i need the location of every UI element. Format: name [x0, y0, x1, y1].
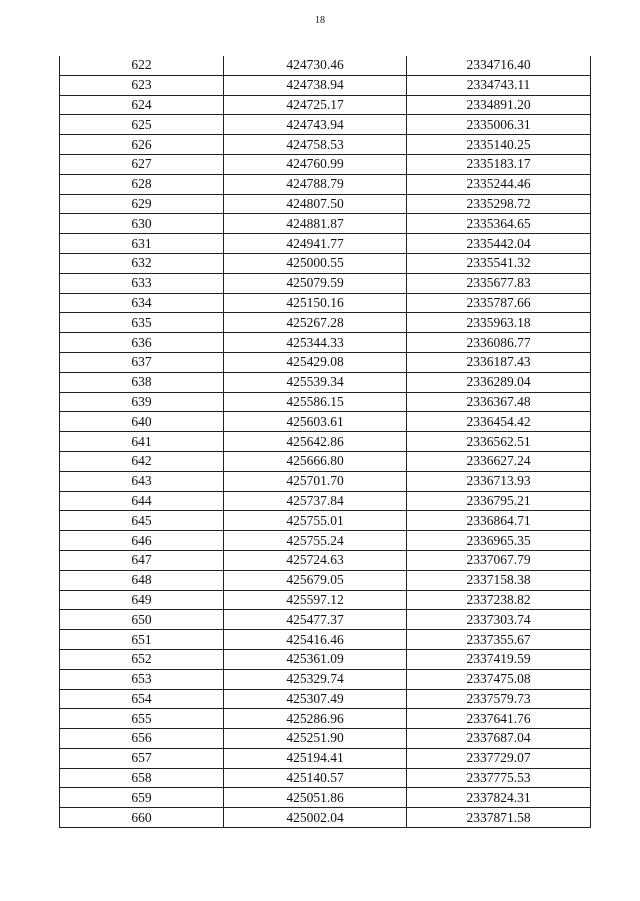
y-coordinate-cell: 2335183.17	[407, 154, 591, 174]
y-coordinate-cell: 2336795.21	[407, 491, 591, 511]
x-coordinate-cell: 425642.86	[224, 432, 407, 452]
point-number-cell: 642	[60, 451, 224, 471]
table-row	[60, 550, 591, 570]
y-coordinate-cell: 2336086.77	[407, 333, 591, 353]
table-row	[60, 194, 591, 214]
y-coordinate-cell: 2337824.31	[407, 788, 591, 808]
y-coordinate-cell: 2337355.67	[407, 630, 591, 650]
point-number-cell: 650	[60, 610, 224, 630]
y-coordinate-cell: 2335787.66	[407, 293, 591, 313]
point-number-cell: 622	[60, 56, 224, 75]
point-number-cell: 639	[60, 392, 224, 412]
x-coordinate-cell: 425079.59	[224, 273, 407, 293]
point-number-cell: 660	[60, 808, 224, 828]
y-coordinate-cell: 2337238.82	[407, 590, 591, 610]
x-coordinate-cell: 424941.77	[224, 234, 407, 254]
x-coordinate-cell: 425329.74	[224, 669, 407, 689]
table-row	[60, 333, 591, 353]
y-coordinate-cell: 2335006.31	[407, 115, 591, 135]
x-coordinate-cell: 425603.61	[224, 412, 407, 432]
table-row	[60, 154, 591, 174]
point-number-cell: 637	[60, 352, 224, 372]
x-coordinate-cell: 425002.04	[224, 808, 407, 828]
x-coordinate-cell: 425307.49	[224, 689, 407, 709]
x-coordinate-cell: 425194.41	[224, 748, 407, 768]
x-coordinate-cell: 425051.86	[224, 788, 407, 808]
x-coordinate-cell: 425679.05	[224, 570, 407, 590]
point-number-cell: 627	[60, 154, 224, 174]
table-row	[60, 630, 591, 650]
y-coordinate-cell: 2335244.46	[407, 174, 591, 194]
point-number-cell: 629	[60, 194, 224, 214]
point-number-cell: 632	[60, 253, 224, 273]
x-coordinate-cell: 424730.46	[224, 56, 407, 75]
table-row	[60, 135, 591, 155]
table-row	[60, 234, 591, 254]
x-coordinate-cell: 425344.33	[224, 333, 407, 353]
table-row	[60, 293, 591, 313]
table-row	[60, 174, 591, 194]
x-coordinate-cell: 424760.99	[224, 154, 407, 174]
point-number-cell: 656	[60, 729, 224, 749]
table-row	[60, 313, 591, 333]
y-coordinate-cell: 2336454.42	[407, 412, 591, 432]
point-number-cell: 655	[60, 709, 224, 729]
y-coordinate-cell: 2334743.11	[407, 75, 591, 95]
y-coordinate-cell: 2336965.35	[407, 531, 591, 551]
y-coordinate-cell: 2335140.25	[407, 135, 591, 155]
x-coordinate-cell: 425597.12	[224, 590, 407, 610]
point-number-cell: 625	[60, 115, 224, 135]
point-number-cell: 634	[60, 293, 224, 313]
table-row	[60, 253, 591, 273]
point-number-cell: 636	[60, 333, 224, 353]
x-coordinate-cell: 425737.84	[224, 491, 407, 511]
y-coordinate-cell: 2335677.83	[407, 273, 591, 293]
table-row	[60, 590, 591, 610]
table-row	[60, 432, 591, 452]
point-number-cell: 624	[60, 95, 224, 115]
point-number-cell: 635	[60, 313, 224, 333]
point-number-cell: 654	[60, 689, 224, 709]
table-row	[60, 649, 591, 669]
table-row	[60, 214, 591, 234]
coordinate-table	[59, 56, 591, 828]
point-number-cell: 658	[60, 768, 224, 788]
x-coordinate-cell: 425755.24	[224, 531, 407, 551]
x-coordinate-cell: 424881.87	[224, 214, 407, 234]
table-row	[60, 56, 591, 75]
point-number-cell: 652	[60, 649, 224, 669]
point-number-cell: 638	[60, 372, 224, 392]
point-number-cell: 646	[60, 531, 224, 551]
table-row	[60, 748, 591, 768]
y-coordinate-cell: 2336367.48	[407, 392, 591, 412]
x-coordinate-cell: 425416.46	[224, 630, 407, 650]
x-coordinate-cell: 425429.08	[224, 352, 407, 372]
y-coordinate-cell: 2337641.76	[407, 709, 591, 729]
x-coordinate-cell: 425286.96	[224, 709, 407, 729]
table-row	[60, 610, 591, 630]
table-row	[60, 352, 591, 372]
y-coordinate-cell: 2335298.72	[407, 194, 591, 214]
y-coordinate-cell: 2336713.93	[407, 471, 591, 491]
y-coordinate-cell: 2337303.74	[407, 610, 591, 630]
y-coordinate-cell: 2337775.53	[407, 768, 591, 788]
table-row	[60, 451, 591, 471]
x-coordinate-cell: 424738.94	[224, 75, 407, 95]
table-row	[60, 471, 591, 491]
point-number-cell: 643	[60, 471, 224, 491]
x-coordinate-cell: 425586.15	[224, 392, 407, 412]
y-coordinate-cell: 2337871.58	[407, 808, 591, 828]
point-number-cell: 633	[60, 273, 224, 293]
x-coordinate-cell: 425150.16	[224, 293, 407, 313]
point-number-cell: 631	[60, 234, 224, 254]
table-row	[60, 392, 591, 412]
table-row	[60, 570, 591, 590]
coordinate-table-body	[60, 56, 591, 828]
table-row	[60, 709, 591, 729]
table-row	[60, 273, 591, 293]
table-row	[60, 689, 591, 709]
y-coordinate-cell: 2334891.20	[407, 95, 591, 115]
x-coordinate-cell: 424788.79	[224, 174, 407, 194]
point-number-cell: 630	[60, 214, 224, 234]
table-row	[60, 491, 591, 511]
table-row	[60, 531, 591, 551]
table-row	[60, 729, 591, 749]
point-number-cell: 644	[60, 491, 224, 511]
point-number-cell: 653	[60, 669, 224, 689]
y-coordinate-cell: 2336864.71	[407, 511, 591, 531]
y-coordinate-cell: 2336627.24	[407, 451, 591, 471]
point-number-cell: 648	[60, 570, 224, 590]
y-coordinate-cell: 2337729.07	[407, 748, 591, 768]
y-coordinate-cell: 2334716.40	[407, 56, 591, 75]
y-coordinate-cell: 2336562.51	[407, 432, 591, 452]
x-coordinate-cell: 425000.55	[224, 253, 407, 273]
x-coordinate-cell: 425701.70	[224, 471, 407, 491]
y-coordinate-cell: 2335442.04	[407, 234, 591, 254]
y-coordinate-cell: 2335364.65	[407, 214, 591, 234]
y-coordinate-cell: 2337687.04	[407, 729, 591, 749]
page-number: 18	[315, 15, 325, 26]
y-coordinate-cell: 2337419.59	[407, 649, 591, 669]
x-coordinate-cell: 425251.90	[224, 729, 407, 749]
table-row	[60, 372, 591, 392]
x-coordinate-cell: 425477.37	[224, 610, 407, 630]
point-number-cell: 640	[60, 412, 224, 432]
table-row	[60, 95, 591, 115]
point-number-cell: 641	[60, 432, 224, 452]
table-row	[60, 75, 591, 95]
table-row	[60, 412, 591, 432]
y-coordinate-cell: 2336289.04	[407, 372, 591, 392]
x-coordinate-cell: 424743.94	[224, 115, 407, 135]
y-coordinate-cell: 2335963.18	[407, 313, 591, 333]
point-number-cell: 659	[60, 788, 224, 808]
point-number-cell: 623	[60, 75, 224, 95]
table-row	[60, 511, 591, 531]
point-number-cell: 628	[60, 174, 224, 194]
y-coordinate-cell: 2336187.43	[407, 352, 591, 372]
y-coordinate-cell: 2335541.32	[407, 253, 591, 273]
y-coordinate-cell: 2337475.08	[407, 669, 591, 689]
table-row	[60, 808, 591, 828]
y-coordinate-cell: 2337158.38	[407, 570, 591, 590]
x-coordinate-cell: 424725.17	[224, 95, 407, 115]
point-number-cell: 657	[60, 748, 224, 768]
x-coordinate-cell: 425755.01	[224, 511, 407, 531]
point-number-cell: 649	[60, 590, 224, 610]
table-row	[60, 768, 591, 788]
x-coordinate-cell: 425666.80	[224, 451, 407, 471]
x-coordinate-cell: 425140.57	[224, 768, 407, 788]
table-row	[60, 788, 591, 808]
x-coordinate-cell: 424807.50	[224, 194, 407, 214]
point-number-cell: 645	[60, 511, 224, 531]
table-row	[60, 115, 591, 135]
x-coordinate-cell: 425267.28	[224, 313, 407, 333]
x-coordinate-cell: 424758.53	[224, 135, 407, 155]
point-number-cell: 647	[60, 550, 224, 570]
y-coordinate-cell: 2337067.79	[407, 550, 591, 570]
point-number-cell: 626	[60, 135, 224, 155]
point-number-cell: 651	[60, 630, 224, 650]
table-row	[60, 669, 591, 689]
x-coordinate-cell: 425361.09	[224, 649, 407, 669]
y-coordinate-cell: 2337579.73	[407, 689, 591, 709]
x-coordinate-cell: 425539.34	[224, 372, 407, 392]
x-coordinate-cell: 425724.63	[224, 550, 407, 570]
